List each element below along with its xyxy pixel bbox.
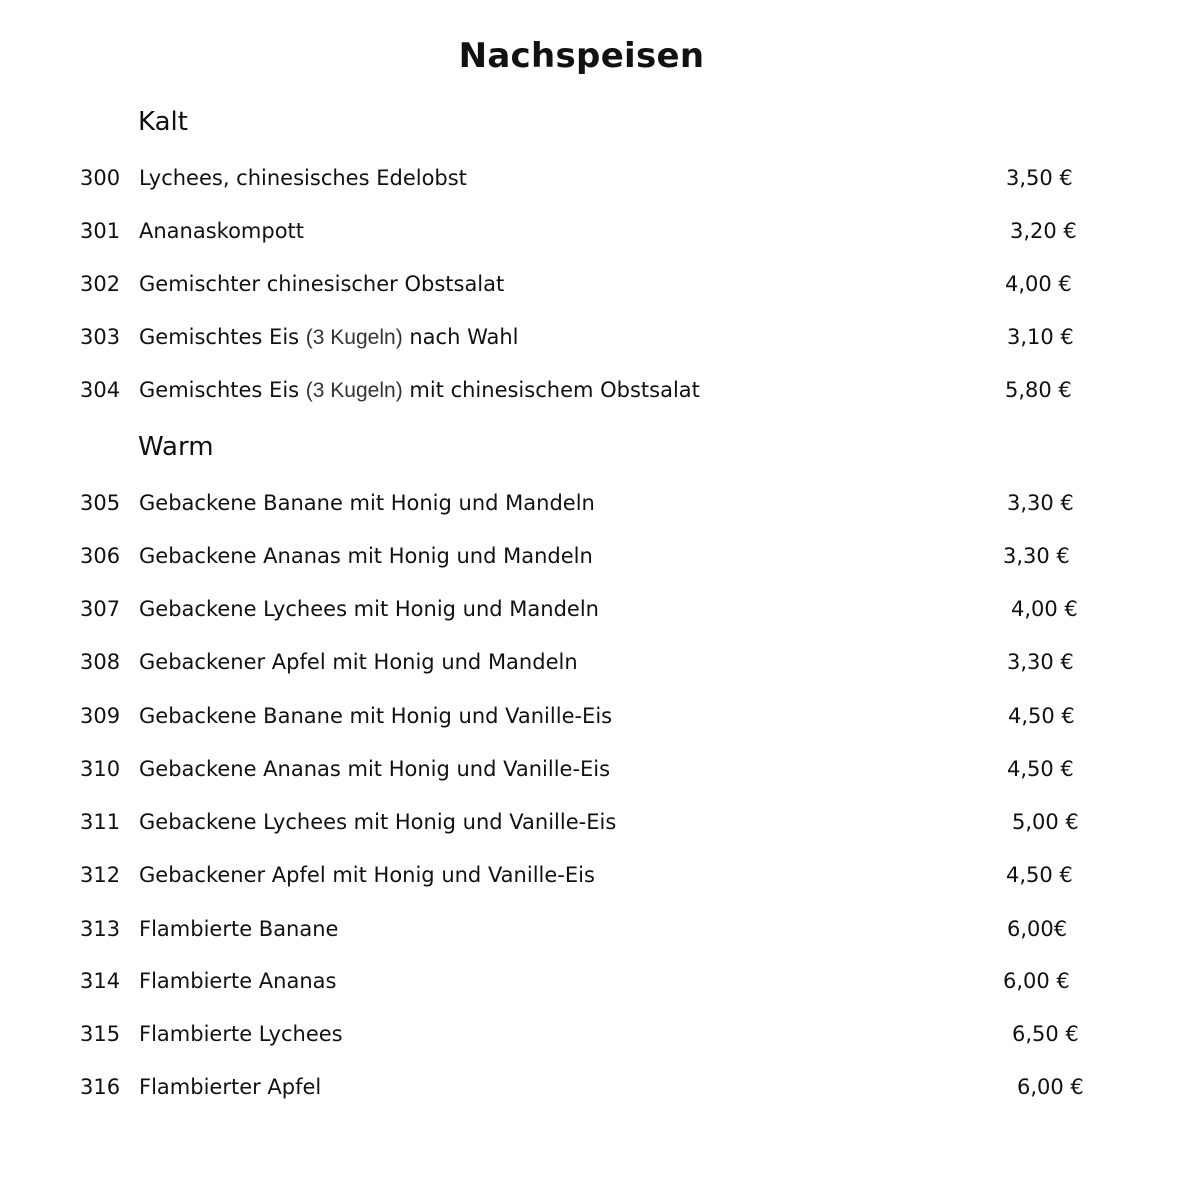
menu-item-312 bbox=[0, 863, 1200, 897]
item-name: Gebackener Apfel mit Honig und Vanille-Eis bbox=[139, 863, 595, 887]
item-price: 4,50 € bbox=[1007, 757, 1074, 781]
menu-item-309 bbox=[0, 704, 1200, 738]
section-title-kalt: Kalt bbox=[138, 107, 188, 137]
item-name: Gebackene Banane mit Honig und Mandeln bbox=[139, 491, 595, 515]
item-name: Gebackene Banane mit Honig und Vanille-Eis bbox=[139, 704, 613, 728]
page-title: Nachspeisen bbox=[458, 36, 705, 76]
item-number: 303 bbox=[80, 325, 121, 349]
menu-item-303 bbox=[0, 325, 1200, 359]
item-number: 304 bbox=[80, 378, 121, 402]
item-number: 312 bbox=[80, 863, 121, 887]
item-name: Gebackene Ananas mit Honig und Mandeln bbox=[139, 544, 593, 568]
item-price: 3,10 € bbox=[1007, 325, 1074, 349]
item-price: 6,00€ bbox=[1007, 917, 1068, 941]
item-number: 310 bbox=[80, 757, 121, 781]
item-name: Gebackener Apfel mit Honig und Mandeln bbox=[139, 650, 578, 674]
section-title-warm: Warm bbox=[138, 432, 214, 462]
menu-item-300 bbox=[0, 166, 1200, 200]
item-number: 315 bbox=[80, 1022, 121, 1046]
item-price: 4,50 € bbox=[1008, 704, 1075, 728]
item-price: 5,00 € bbox=[1012, 810, 1079, 834]
item-note: (3 Kugeln) bbox=[305, 379, 403, 402]
item-number: 307 bbox=[80, 597, 121, 621]
menu-item-311 bbox=[0, 810, 1200, 844]
item-number: 308 bbox=[80, 650, 121, 674]
item-price: 5,80 € bbox=[1005, 378, 1072, 402]
item-number: 301 bbox=[80, 219, 121, 243]
item-name: Flambierte Lychees bbox=[139, 1022, 343, 1046]
menu-item-304 bbox=[0, 378, 1200, 412]
item-number: 300 bbox=[80, 166, 121, 190]
item-name: Flambierte Ananas bbox=[139, 969, 337, 993]
menu-item-310 bbox=[0, 757, 1200, 791]
item-name: Flambierter Apfel bbox=[139, 1075, 322, 1099]
item-number: 316 bbox=[80, 1075, 121, 1099]
item-number: 314 bbox=[80, 969, 121, 993]
item-name: Gemischter chinesischer Obstsalat bbox=[139, 272, 505, 296]
menu-item-302 bbox=[0, 272, 1200, 306]
item-price: 3,20 € bbox=[1010, 219, 1077, 243]
item-number: 309 bbox=[80, 704, 121, 728]
item-price: 3,30 € bbox=[1003, 544, 1070, 568]
item-price: 6,00 € bbox=[1003, 969, 1070, 993]
item-name: Gebackene Lychees mit Honig und Vanille-Eis bbox=[139, 810, 617, 834]
item-price: 4,00 € bbox=[1011, 597, 1078, 621]
item-number: 311 bbox=[80, 810, 121, 834]
item-name: Gebackene Ananas mit Honig und Vanille-Eis bbox=[139, 757, 611, 781]
menu-item-301 bbox=[0, 219, 1200, 253]
item-price: 4,00 € bbox=[1005, 272, 1072, 296]
item-name: Gebackene Lychees mit Honig und Mandeln bbox=[139, 597, 599, 621]
item-price: 3,30 € bbox=[1007, 650, 1074, 674]
item-number: 302 bbox=[80, 272, 121, 296]
item-name: Lychees, chinesisches Edelobst bbox=[139, 166, 467, 190]
item-price: 3,30 € bbox=[1007, 491, 1074, 515]
menu-item-314 bbox=[0, 969, 1200, 1003]
item-price: 6,00 € bbox=[1017, 1075, 1084, 1099]
item-number: 313 bbox=[80, 917, 121, 941]
item-price: 3,50 € bbox=[1006, 166, 1073, 190]
menu-item-305 bbox=[0, 491, 1200, 525]
menu-item-308 bbox=[0, 650, 1200, 684]
item-price: 6,50 € bbox=[1012, 1022, 1079, 1046]
menu-item-306 bbox=[0, 544, 1200, 578]
item-number: 306 bbox=[80, 544, 121, 568]
item-note: (3 Kugeln) bbox=[305, 326, 403, 349]
item-name: Gemischtes Eis (3 Kugeln) mit chinesischem Obstsalat bbox=[139, 378, 700, 402]
item-price: 4,50 € bbox=[1006, 863, 1073, 887]
menu-item-315 bbox=[0, 1022, 1200, 1056]
item-name: Ananaskompott bbox=[139, 219, 305, 243]
item-name: Gemischtes Eis (3 Kugeln) nach Wahl bbox=[139, 325, 519, 349]
menu-item-307 bbox=[0, 597, 1200, 631]
item-number: 305 bbox=[80, 491, 121, 515]
menu-item-313 bbox=[0, 917, 1200, 951]
item-name: Flambierte Banane bbox=[139, 917, 339, 941]
menu-item-316 bbox=[0, 1075, 1200, 1109]
